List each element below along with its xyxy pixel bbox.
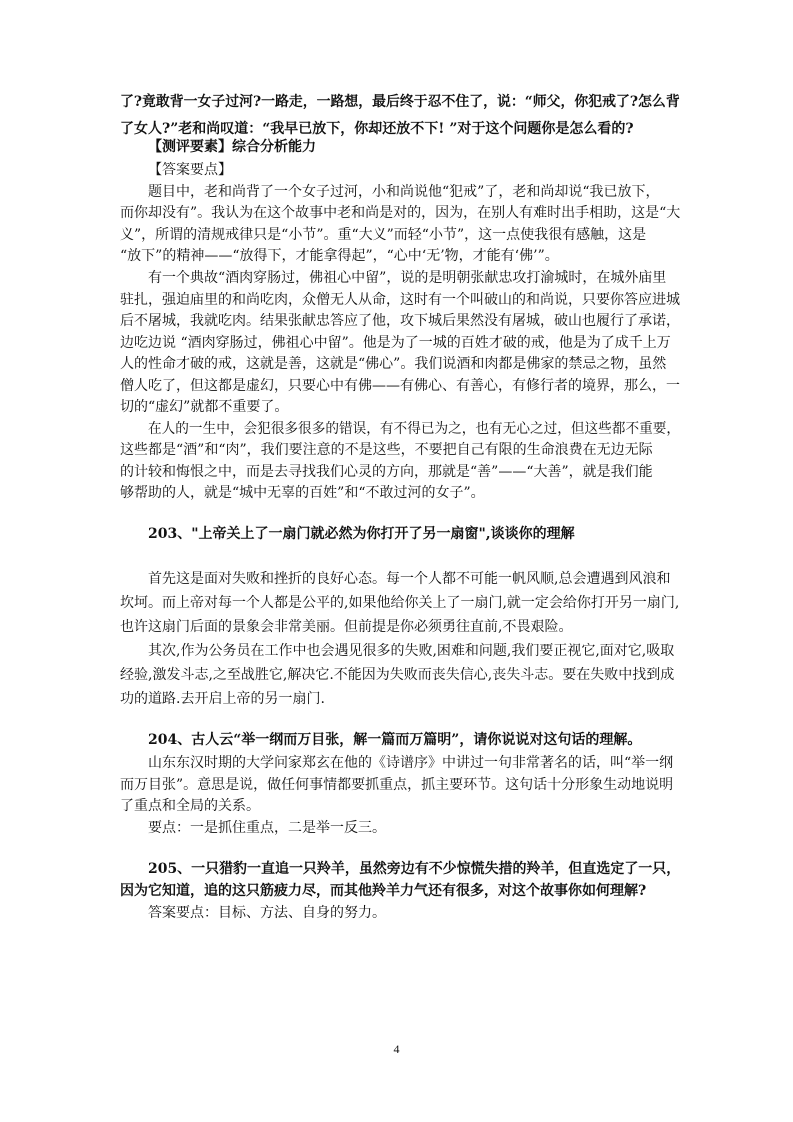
answer-key-points: 要点：一是抓住重点，二是举一反三。 — [148, 820, 386, 836]
question-text-line: 因为它知道，追的这只筋疲力尽，而其他羚羊力气还有很多，对这个故事你如何理解? — [120, 883, 647, 899]
paragraph-line: 题目中，老和尚背了一个女子过河，小和尚说他“犯戒”了，老和尚却说“我已放下， — [148, 184, 660, 200]
page-number: 4 — [393, 1042, 400, 1056]
question-heading-204: 204、古人云“举一纲而万目张，解一篇而万篇明”，请你说说对这句话的理解。 — [148, 732, 642, 748]
paragraph-line: 义”，所谓的清规戒律只是“小节”。重“大义”而轻“小节”，这一点使我很有感触，这是 — [120, 227, 647, 243]
paragraph-line: 在人的一生中，会犯很多很多的错误，有不得已为之，也有无心之过，但这些都不重要， — [148, 421, 681, 437]
paragraph-line: 有一个典故“酒肉穿肠过，佛祖心中留”，说的是明朝张献忠攻打渝城时，在城外庙里 — [148, 270, 667, 286]
paragraph-line: 驻扎，强迫庙里的和尚吃肉，众僧无人从命，这时有一个叫破山的和尚说，只要你答应进城 — [120, 292, 680, 308]
paragraph-line: 而万目张”。意思是说，做任何事情都要抓重点，抓主要环节。这句话十分形象生动地说明 — [120, 777, 674, 793]
paragraph-line: 这些都是“酒”和“肉”，我们要注意的不是这些，不要把自己有限的生命浪费在无边无际 — [120, 442, 653, 458]
paragraph-line: 人的性命才破的戒，这就是善，这就是“佛心”。我们说酒和肉都是佛家的禁忌之物，虽然 — [120, 356, 667, 372]
question-text-line: 了?竟敢背一女子过河?一路走，一路想，最后终于忍不住了，说：“师父，你犯戒了?怎么背 — [120, 94, 680, 110]
paragraph-line: 切的“虚幻”就都不重要了。 — [120, 399, 289, 415]
evaluation-element-label: 【测评要素】综合分析能力 — [148, 139, 316, 155]
paragraph-line: 的计较和悔恨之中，而是去寻找我们心灵的方向，那就是“善”——“大善”，就是我们能 — [120, 464, 653, 480]
paragraph-line: “放下”的精神——“放得下，才能拿得起”，“心中‘无’物，才能有‘佛’”。 — [120, 248, 559, 264]
paragraph-line: 够帮助的人，就是“城中无辜的百姓”和“不敢过河的女子”。 — [120, 485, 485, 501]
paragraph-line: 其次,作为公务员在工作中也会遇见很多的失败,困难和问题,我们要正视它,面对它,吸取 — [148, 643, 675, 659]
paragraph-line: 经验,激发斗志,之至战胜它,解决它.不能因为失败而丧失信心,丧失斗志。要在失败中找到成 — [120, 667, 675, 683]
question-text-line: 了女人?”老和尚叹道：“我早已放下，你却还放不下! ”对于这个问题你是怎么看的? — [120, 121, 634, 137]
paragraph-line: 功的道路.去开启上帝的另一扇门. — [120, 691, 325, 707]
paragraph-line: 山东东汉时期的大学问家郑玄在他的《诗谱序》中讲过一句非常著名的话，叫“举一纲 — [148, 755, 674, 771]
question-heading-205: 205、一只猎豹一直追一只羚羊，虽然旁边有不少惊慌失措的羚羊，但直选定了一只， — [148, 861, 681, 877]
paragraph-line: 首先这是面对失败和挫折的良好心态。每一个人都不可能一帆风顺,总会遭遇到风浪和 — [148, 571, 671, 587]
answer-key-points: 答案要点：目标、方法、自身的努力。 — [148, 905, 386, 921]
paragraph-line: 而你却没有”。我认为在这个故事中老和尚是对的，因为，在别人有难时出手相助，这是“大 — [120, 205, 681, 221]
paragraph-line: 也许这扇门后面的景象会非常美丽。但前提是你必须勇往直前,不畏艰险。 — [120, 619, 573, 635]
answer-points-label: 【答案要点】 — [148, 162, 232, 178]
paragraph-line: 后不屠城，我就吃肉。结果张献忠答应了他，攻下城后果然没有屠城，破山也履行了承诺， — [120, 313, 680, 329]
paragraph-line: 边吃边说 “酒肉穿肠过，佛祖心中留”。他是为了一城的百姓才破的戒，他是为了成千上万 — [120, 335, 671, 351]
paragraph-line: 了重点和全局的关系。 — [120, 798, 260, 814]
question-heading-203: 203、"上帝关上了一扇门就必然为你打开了另一扇窗",谈谈你的理解 — [148, 526, 575, 542]
paragraph-line: 僧人吃了，但这都是虚幻，只要心中有佛——有佛心、有善心，有修行者的境界，那么，一 — [120, 378, 680, 394]
paragraph-line: 坎坷。而上帝对每一个人都是公平的,如果他给你关上了一扇门,就一定会给你打开另一扇门, — [120, 595, 680, 611]
